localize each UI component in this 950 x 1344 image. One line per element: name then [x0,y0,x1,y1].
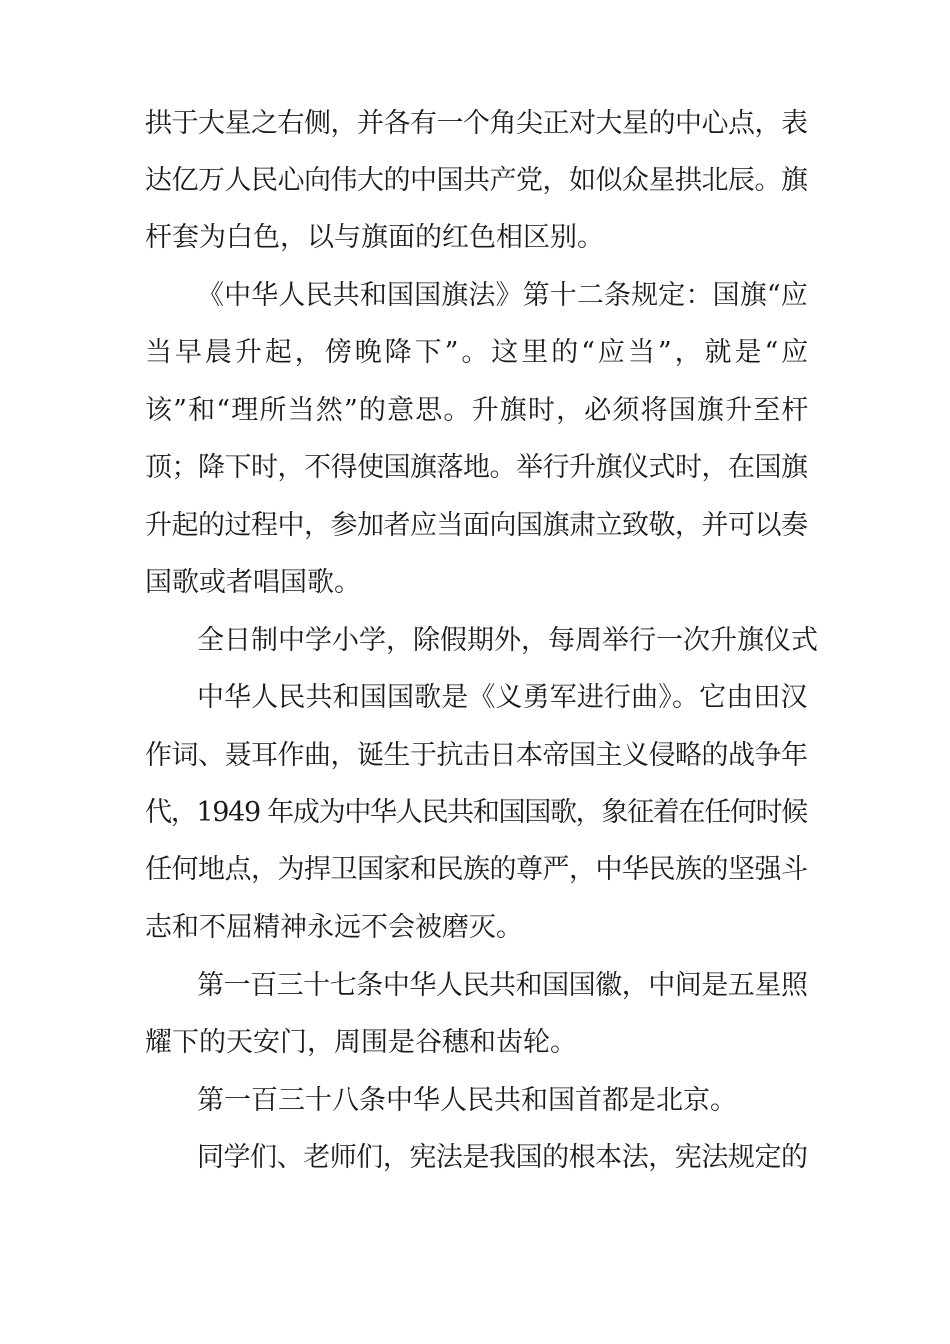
text-line: 顶；降下时，不得使国旗落地。举行升旗仪式时，在国旗 [145,452,808,483]
text-line: 第一百三十七条中华人民共和国国徽，中间是五星照 [197,970,808,1001]
text-line: 耀下的天安门，周围是谷穗和齿轮。 [145,1027,577,1058]
text-line: 任何地点，为捍卫国家和民族的尊严，中华民族的坚强斗 [145,854,808,885]
text-line: 作词、聂耳作曲，诞生于抗击日本帝国主义侵略的战争年 [145,740,808,771]
text-line: 志和不屈精神永远不会被磨灭。 [145,912,523,943]
text-line: 拱于大星之右侧，并各有一个角尖正对大星的中心点，表 [145,108,808,139]
text-line: 代，1949 年成为中华人民共和国国歌，象征着在任何时候 [145,797,808,828]
text-line: 《中华人民共和国国旗法》第十二条规定：国旗“应 [197,280,808,311]
text-line: 该”和“理所当然”的意思。升旗时，必须将国旗升至杆 [145,395,810,426]
text-line: 达亿万人民心向伟大的中国共产党，如似众星拱北辰。旗 [145,165,808,196]
text-line: 中华人民共和国国歌是《义勇军进行曲》。它由田汉 [197,682,808,713]
text-line: 杆套为白色，以与旗面的红色相区别。 [145,222,604,253]
text-line: 升起的过程中，参加者应当面向国旗肃立致敬，并可以奏 [145,510,808,541]
text-line: 当早晨升起，傍晚降下”。这里的“应当”，就是“应 [145,337,812,368]
text-line: 第一百三十八条中华人民共和国首都是北京。 [197,1085,737,1116]
text-line: 全日制中学小学，除假期外，每周举行一次升旗仪式 [197,625,818,656]
text-line: 同学们、老师们，宪法是我国的根本法，宪法规定的 [197,1142,808,1173]
text-line: 国歌或者唱国歌。 [145,567,361,598]
